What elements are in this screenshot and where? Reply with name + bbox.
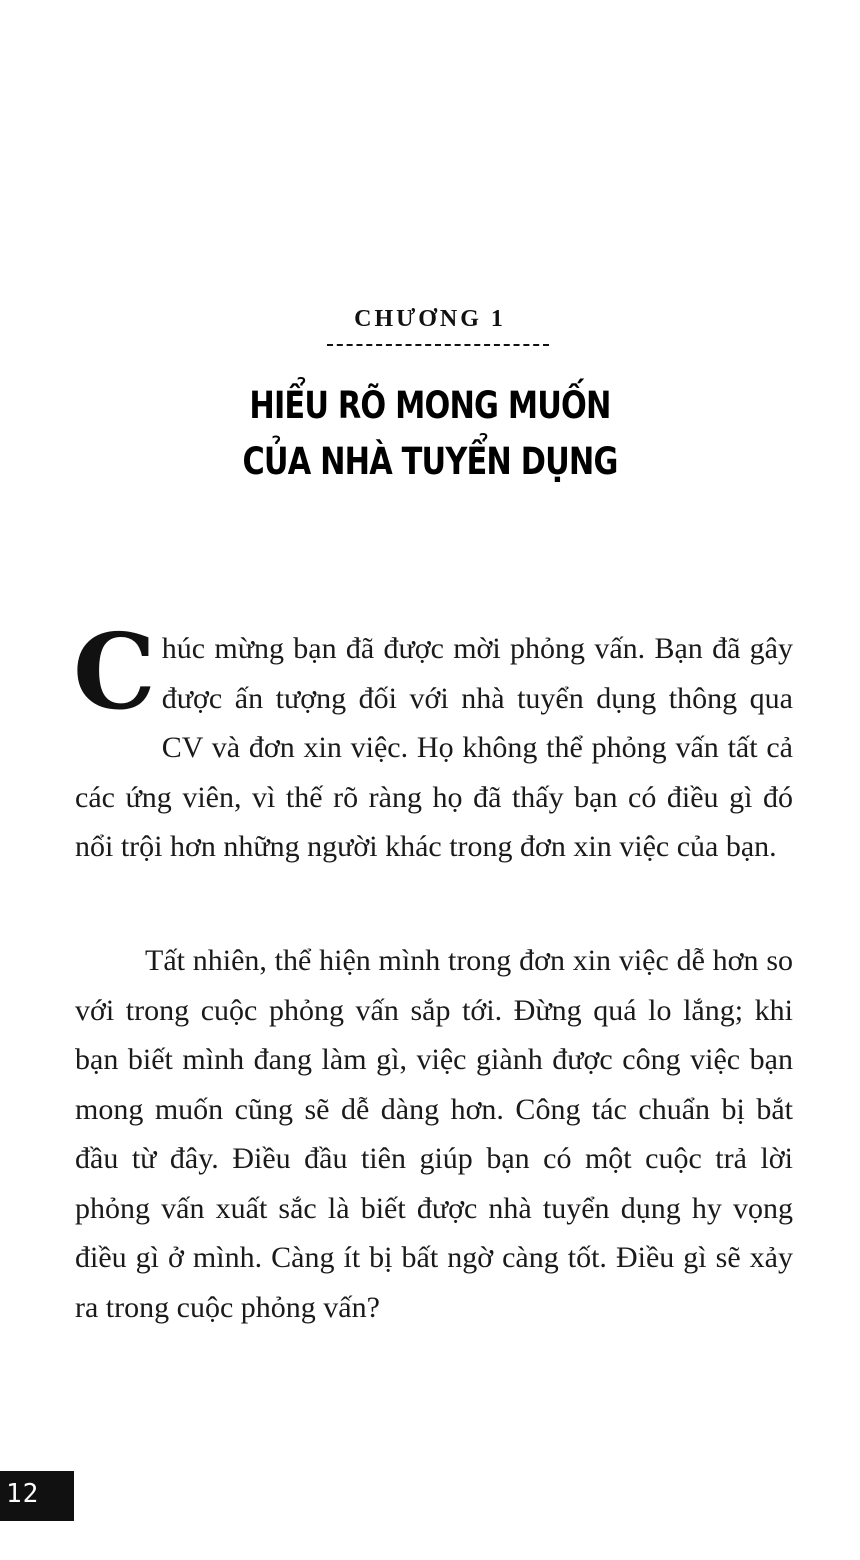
- chapter-title-line-1: HIỂU RÕ MONG MUỐN: [249, 384, 611, 427]
- page-number-tab: [0, 1471, 74, 1521]
- chapter-title-line-2: CỦA NHÀ TUYỂN DỤNG: [242, 440, 618, 483]
- paragraph-2: Tất nhiên, thể hiện mình trong đơn xin việc dễ hơn so với trong cuộc phỏng vấn sắp tới. Đừng quá lo lắng; khi bạn biết mình đang làm gì, việc giành được công việc bạn mong muốn cũng sẽ dễ dàng hơn. Công tác chuẩn bị bắt đầu từ đây. Điều đầu tiên giúp bạn có một cuộc trả lời phỏng vấn xuất sắc là biết được nhà tuyển dụng hy vọng điều gì ở mình. Càng ít bị bất ngờ càng tốt. Điều gì sẽ xảy ra trong cuộc phỏng vấn?: [75, 944, 793, 1324]
- chapter-label: CHƯƠNG 1: [354, 306, 506, 332]
- drop-cap: C: [73, 610, 156, 733]
- paragraph-1-text: húc mừng bạn đã được mời phỏng vấn. Bạn đã gây được ấn tượng đối với nhà tuyển dụng thông qua CV và đơn xin việc. Họ không thể phỏng vấn tất cả các ứng viên, vì thế rõ ràng họ đã thấy bạn có điều gì đó nổi trội hơn những người khác trong đơn xin việc của bạn.: [75, 632, 793, 863]
- paragraph-1: [73, 610, 793, 872]
- page-number: 12: [6, 1479, 40, 1509]
- chapter-title: [77, 378, 782, 490]
- chapter-divider: [327, 344, 549, 346]
